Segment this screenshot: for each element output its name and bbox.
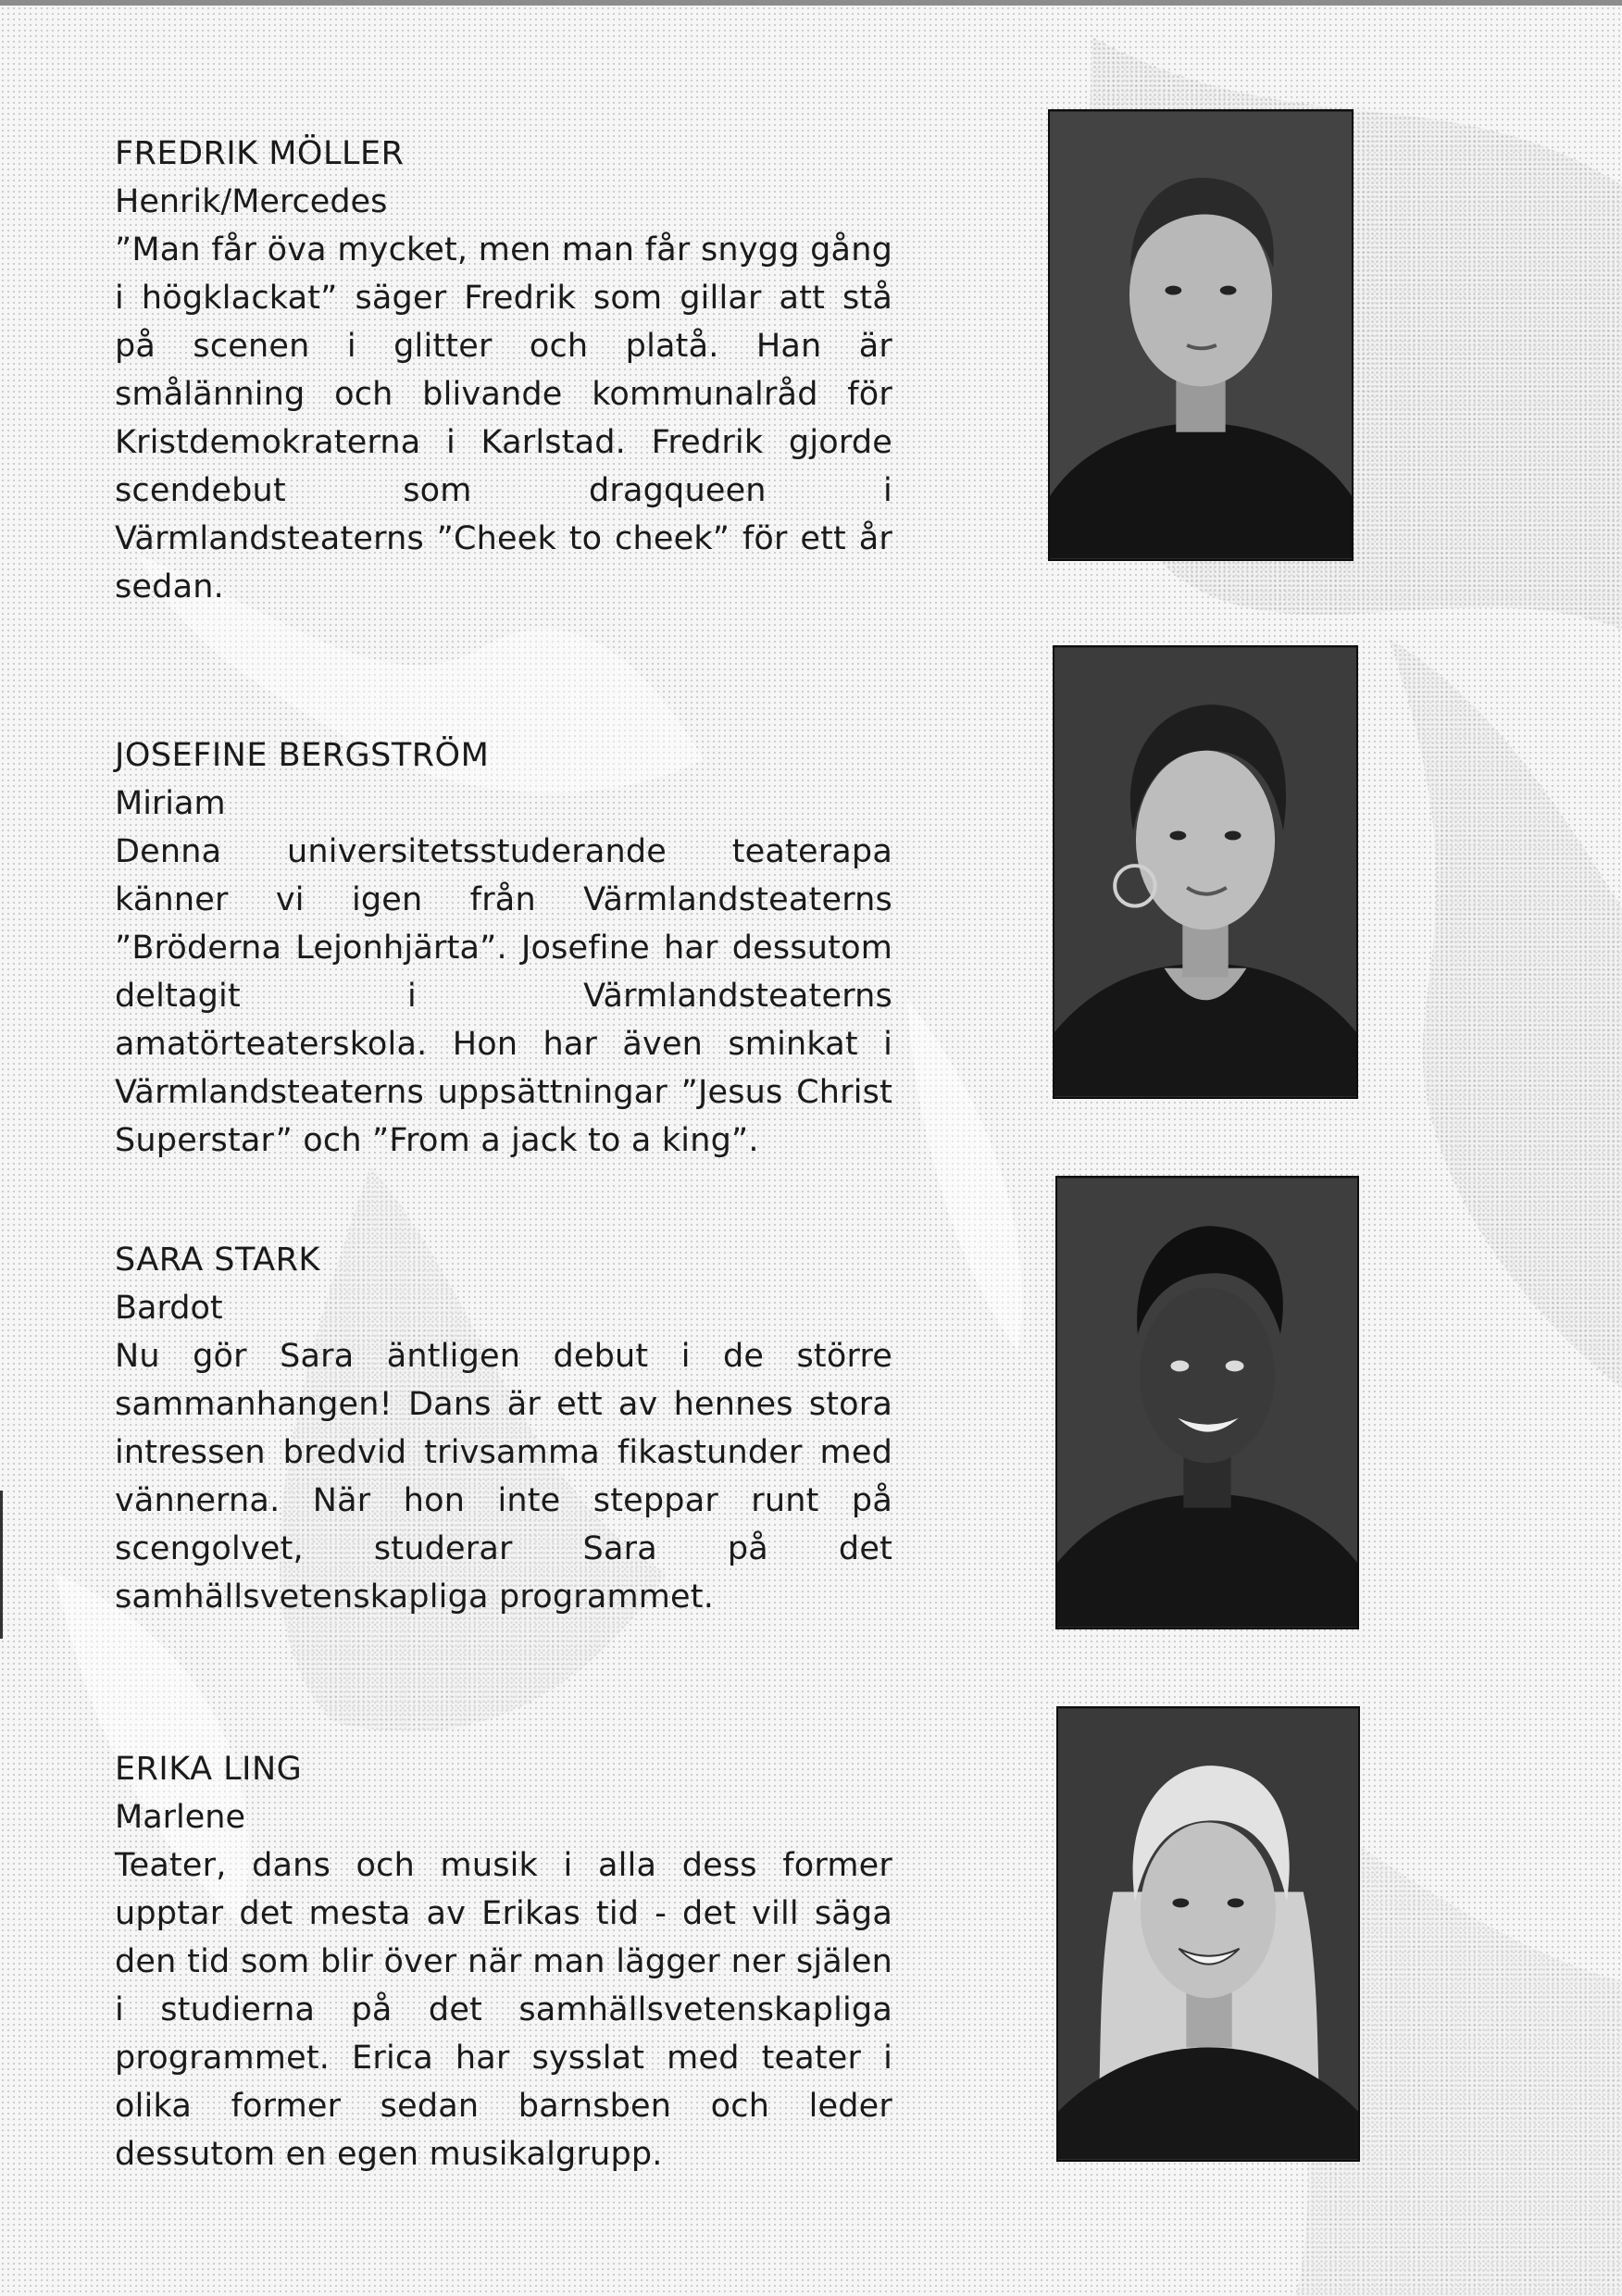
portrait-photo (1048, 109, 1354, 561)
cast-bio: Denna universitetsstuderande teaterapa känner vi igen från Värmlandsteaterns ”Bröderna Lejonhjärta”. Josefine har dessutom deltagit i Värmlandsteaterns amatörteaterskola. Hon har även sminkat i Värmlandsteaterns uppsättningar ”Jesus Christ Superstar” och ”From a jack to a king”. (115, 833, 892, 1159)
cast-name: SARA STARK (115, 1242, 320, 1279)
cast-role: Henrik/Mercedes (115, 183, 388, 220)
cast-entry (115, 731, 892, 1165)
cast-name: FREDRIK MÖLLER (115, 135, 405, 172)
cast-name: JOSEFINE BERGSTRÖM (115, 737, 490, 774)
portrait-woman-short-dark-hair-icon (1057, 1178, 1357, 1628)
cast-entry (115, 1745, 892, 2178)
portrait-woman-long-light-hair-icon (1058, 1708, 1358, 2160)
cast-entry (115, 130, 892, 611)
cast-role: Miriam (115, 785, 226, 822)
scan-edge-mark (0, 1491, 10, 1639)
cast-role: Bardot (115, 1290, 223, 1327)
cast-bio: Teater, dans och musik i alla dess former upptar det mesta av Erikas tid - det vill säga den tid som blir över när man lägger ner själen i studierna på det samhällsvetenskapliga programmet. Erica har sysslat med teater i olika former sedan barnsben och leder dessutom en egen musikalgrupp. (115, 1847, 892, 2173)
portrait-photo (1053, 645, 1358, 1099)
portrait-man-short-hair-icon (1050, 111, 1352, 559)
portrait-photo (1056, 1706, 1360, 2162)
cast-name: ERIKA LING (115, 1751, 303, 1788)
portrait-photo (1055, 1176, 1359, 1629)
cast-bio: Nu gör Sara äntligen debut i de större sammanhangen! Dans är ett av hennes stora intressen bredvid trivsamma fikastunder med vännerna. När hon inte steppar runt på scengolvet, studerar Sara på det samhällsvetenskapliga programmet. (115, 1338, 892, 1616)
portrait-woman-earrings-icon (1054, 647, 1356, 1097)
cast-role: Marlene (115, 1799, 246, 1836)
cast-bio: ”Man får öva mycket, men man får snygg gång i högklackat” säger Fredrik som gillar att stå på scenen i glitter och platå. Han är smålänning och blivande kommunalråd för Kristdemokraterna i Karlstad. Fredrik gjorde scendebut som dragqueen i Värmlandsteaterns ”Cheek to cheek” för ett år sedan. (115, 231, 892, 605)
cast-entry (115, 1236, 892, 1621)
